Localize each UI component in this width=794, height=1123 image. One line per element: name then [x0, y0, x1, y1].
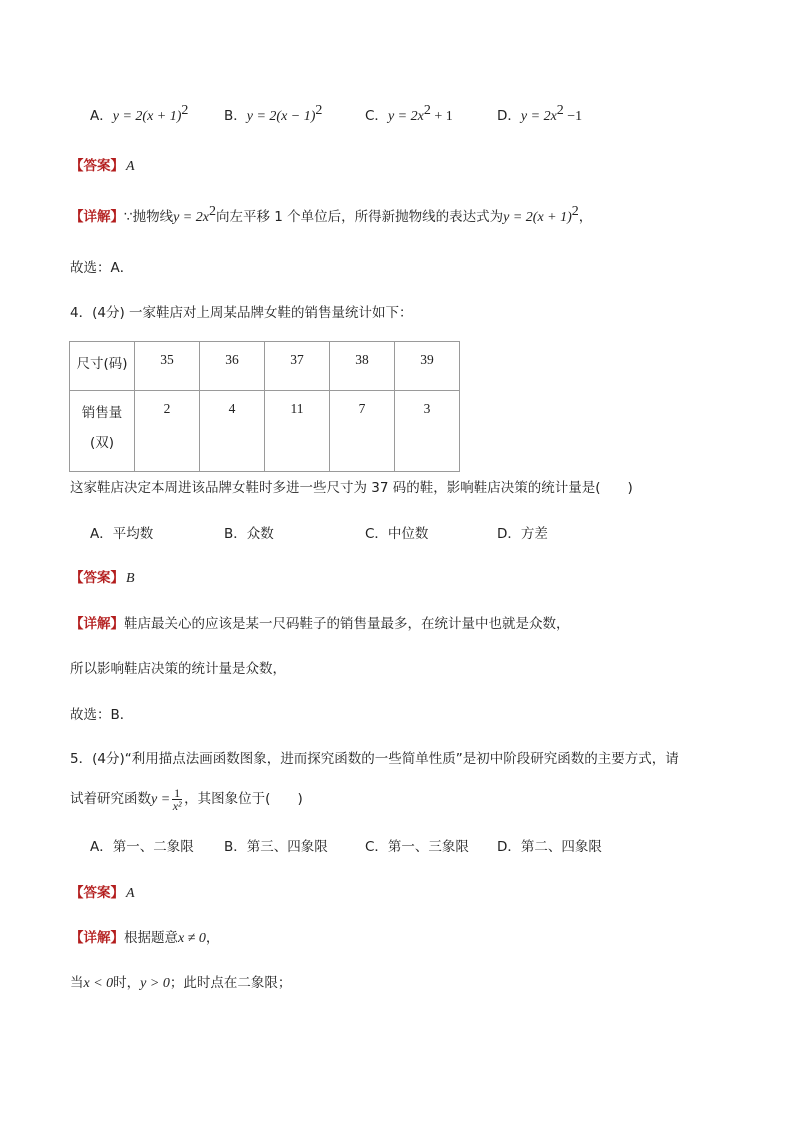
- sales-cell: 11: [265, 391, 330, 472]
- sales-header-line1: 销售量: [81, 405, 123, 421]
- answer-value: A: [126, 159, 135, 174]
- table-row: [70, 391, 460, 472]
- answer-label: 【答案】: [70, 885, 124, 901]
- q4-detail-2: 所以影响鞋店决策的统计量是众数，: [70, 661, 286, 677]
- size-cell: 39: [395, 342, 460, 391]
- detail-label: 【详解】: [70, 616, 124, 632]
- q4-conclusion: 故选：B．: [70, 707, 134, 723]
- answer-label: 【答案】: [70, 158, 124, 174]
- sales-cell: 3: [395, 391, 460, 472]
- q4-followup: 这家鞋店决定本周进该品牌女鞋时多进一些尺寸为 37 码的鞋，影响鞋店决策的统计量是( ): [70, 480, 633, 496]
- sales-header: [70, 391, 135, 472]
- answer-value: A: [126, 886, 135, 901]
- fraction: $\frac{1}{\text{x²}}$: [172, 785, 182, 813]
- q5-detail: 【详解】根据题意x ≠ 0，: [70, 930, 220, 946]
- q5-option-a: A．第一、二象限: [90, 839, 194, 855]
- q5-answer: [70, 883, 135, 904]
- size-cell: 35: [135, 342, 200, 391]
- detail-label: 【详解】: [70, 930, 124, 946]
- table-row: [70, 342, 460, 391]
- q3-answer: [70, 156, 135, 177]
- q3-option-b: B．$y = 2(x - 1)^2$: [224, 103, 323, 124]
- answer-value: B: [126, 571, 135, 586]
- q5-stem-line1: 5．(4分)“利用描点法画函数图象，进而探究函数的一些简单性质”是初中阶段研究函数的主要方式，请: [70, 751, 679, 767]
- q4-option-b: B．众数: [224, 526, 274, 542]
- size-cell: 36: [200, 342, 265, 391]
- answer-label: 【答案】: [70, 570, 124, 586]
- q4-detail: 【详解】鞋店最关心的应该是某一尺码鞋子的销售量最多，在统计量中也就是众数，: [70, 616, 570, 632]
- q5-option-b: B．第三、四象限: [224, 839, 328, 855]
- q5-stem-line2: 试着研究函数y = $\frac{1}{\text{x²}}$ ，其图象位于( ): [70, 785, 303, 813]
- sales-cell: 4: [200, 391, 265, 472]
- q5-option-d: D．第二、四象限: [497, 839, 602, 855]
- q4-option-a: A．平均数: [90, 526, 154, 542]
- detail-label: 【详解】: [70, 209, 124, 225]
- q3-detail: 【详解】∵抛物线$y = 2x^2$向左平移 1 个单位后，所得新抛物线的表达式为$y = 2(x + 1)^2$，: [70, 204, 593, 225]
- q3-option-d: D．$y = 2x^2 -1$: [497, 103, 583, 124]
- sales-cell: 2: [135, 391, 200, 472]
- q4-stem: 4．(4分) 一家鞋店对上周某品牌女鞋的销售量统计如下：: [70, 305, 413, 321]
- q4-answer: [70, 568, 135, 589]
- size-cell: 37: [265, 342, 330, 391]
- sales-cell: 7: [330, 391, 395, 472]
- q3-option-c: C．$y = 2x^2 + 1$: [365, 103, 453, 124]
- q4-option-c: C．中位数: [365, 526, 429, 542]
- q3-option-a: A．$y = 2(x + 1)^2$: [90, 103, 189, 124]
- q5-option-c: C．第一、三象限: [365, 839, 469, 855]
- q3-conclusion: 故选：A．: [70, 260, 134, 276]
- sales-table: [69, 341, 460, 472]
- q5-case-negative: 当x < 0时，y > 0；此时点在二象限；: [70, 975, 292, 991]
- size-header: 尺寸(码): [70, 342, 135, 391]
- q4-option-d: D．方差: [497, 526, 548, 542]
- sales-header-line2: (双): [89, 435, 115, 451]
- size-cell: 38: [330, 342, 395, 391]
